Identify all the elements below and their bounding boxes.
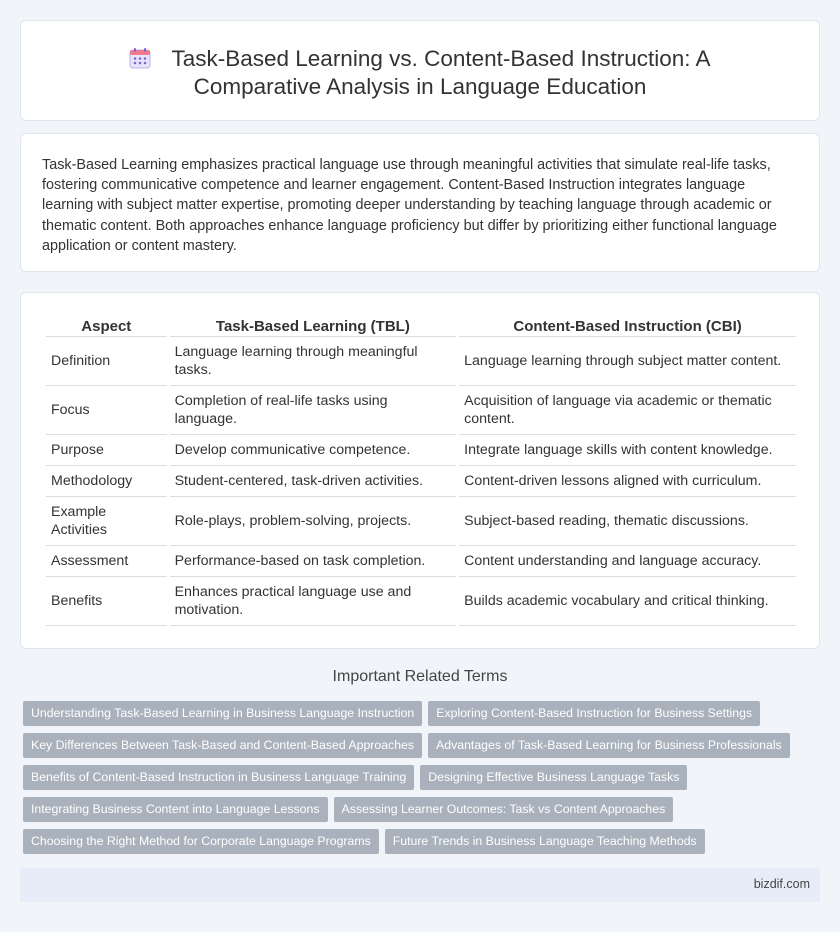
- related-term-tag[interactable]: Choosing the Right Method for Corporate Language Programs: [23, 829, 379, 854]
- related-term-tag[interactable]: Key Differences Between Task-Based and Content-Based Approaches: [23, 733, 422, 758]
- row-tbl: Performance-based on task completion.: [170, 546, 457, 577]
- table-row: [46, 577, 796, 626]
- row-aspect: Purpose: [46, 435, 167, 466]
- related-term-tag[interactable]: Exploring Content-Based Instruction for Business Settings: [428, 701, 760, 726]
- related-term-tag[interactable]: Assessing Learner Outcomes: Task vs Content Approaches: [334, 797, 674, 822]
- row-tbl: Develop communicative competence.: [170, 435, 457, 466]
- row-cbi: Content-driven lessons aligned with curriculum.: [459, 466, 796, 497]
- related-term-tag[interactable]: Benefits of Content-Based Instruction in Business Language Training: [23, 765, 414, 790]
- row-cbi: Content understanding and language accuracy.: [459, 546, 796, 577]
- row-tbl: Language learning through meaningful tasks.: [170, 337, 457, 386]
- header-aspect: Aspect: [46, 315, 167, 337]
- table-row: [46, 546, 796, 577]
- intro-paragraph: Task-Based Learning emphasizes practical language use through meaningful activities that simulate real-life tasks, fostering communicative competence and learner engagement. Content-Based Instruction integrates language learning with subject matter expertise, promoting deeper understanding by teaching language through academic or thematic content. Both approaches enhance language proficiency but differ by prioritizing either functional language application or content mastery.: [42, 157, 777, 254]
- table-row: [46, 435, 796, 466]
- intro-card: [20, 133, 820, 272]
- table-row: [46, 386, 796, 435]
- comparison-table-card: [20, 292, 820, 649]
- row-tbl: Role-plays, problem-solving, projects.: [170, 497, 457, 546]
- row-aspect: Benefits: [46, 577, 167, 626]
- related-term-tag[interactable]: Future Trends in Business Language Teaching Methods: [385, 829, 705, 854]
- related-term-tag[interactable]: Integrating Business Content into Language Lessons: [23, 797, 328, 822]
- page-title: [21, 45, 819, 101]
- table-row: [46, 337, 796, 386]
- header-tbl: Task-Based Learning (TBL): [170, 315, 457, 337]
- table-row: [46, 497, 796, 546]
- footer-site-link[interactable]: bizdif.com: [753, 877, 810, 891]
- related-term-tag[interactable]: Understanding Task-Based Learning in Business Language Instruction: [23, 701, 422, 726]
- comparison-table: [43, 315, 799, 626]
- calendar-icon: [129, 47, 151, 69]
- related-terms-title: Important Related Terms: [332, 668, 508, 685]
- row-cbi: Subject-based reading, thematic discussions.: [459, 497, 796, 546]
- table-header-row: [46, 315, 796, 337]
- title-line-1: Task-Based Learning vs. Content-Based Instruction: A: [171, 46, 711, 71]
- row-tbl: Enhances practical language use and motivation.: [170, 577, 457, 626]
- row-aspect: Focus: [46, 386, 167, 435]
- row-aspect: Assessment: [46, 546, 167, 577]
- table-row: [46, 466, 796, 497]
- row-aspect: Methodology: [46, 466, 167, 497]
- related-term-tag[interactable]: Designing Effective Business Language Tasks: [420, 765, 687, 790]
- row-aspect: Definition: [46, 337, 167, 386]
- row-tbl: Student-centered, task-driven activities.: [170, 466, 457, 497]
- row-cbi: Language learning through subject matter content.: [459, 337, 796, 386]
- row-cbi: Builds academic vocabulary and critical thinking.: [459, 577, 796, 626]
- title-line-2: Comparative Analysis in Language Education: [193, 74, 647, 99]
- header-card: [20, 20, 820, 121]
- row-cbi: Acquisition of language via academic or thematic content.: [459, 386, 796, 435]
- row-tbl: Completion of real-life tasks using language.: [170, 386, 457, 435]
- related-term-tag[interactable]: Advantages of Task-Based Learning for Business Professionals: [428, 733, 790, 758]
- row-aspect: Example Activities: [46, 497, 167, 546]
- row-cbi: Integrate language skills with content knowledge.: [459, 435, 796, 466]
- footer: [20, 868, 820, 902]
- header-cbi: Content-Based Instruction (CBI): [459, 315, 796, 337]
